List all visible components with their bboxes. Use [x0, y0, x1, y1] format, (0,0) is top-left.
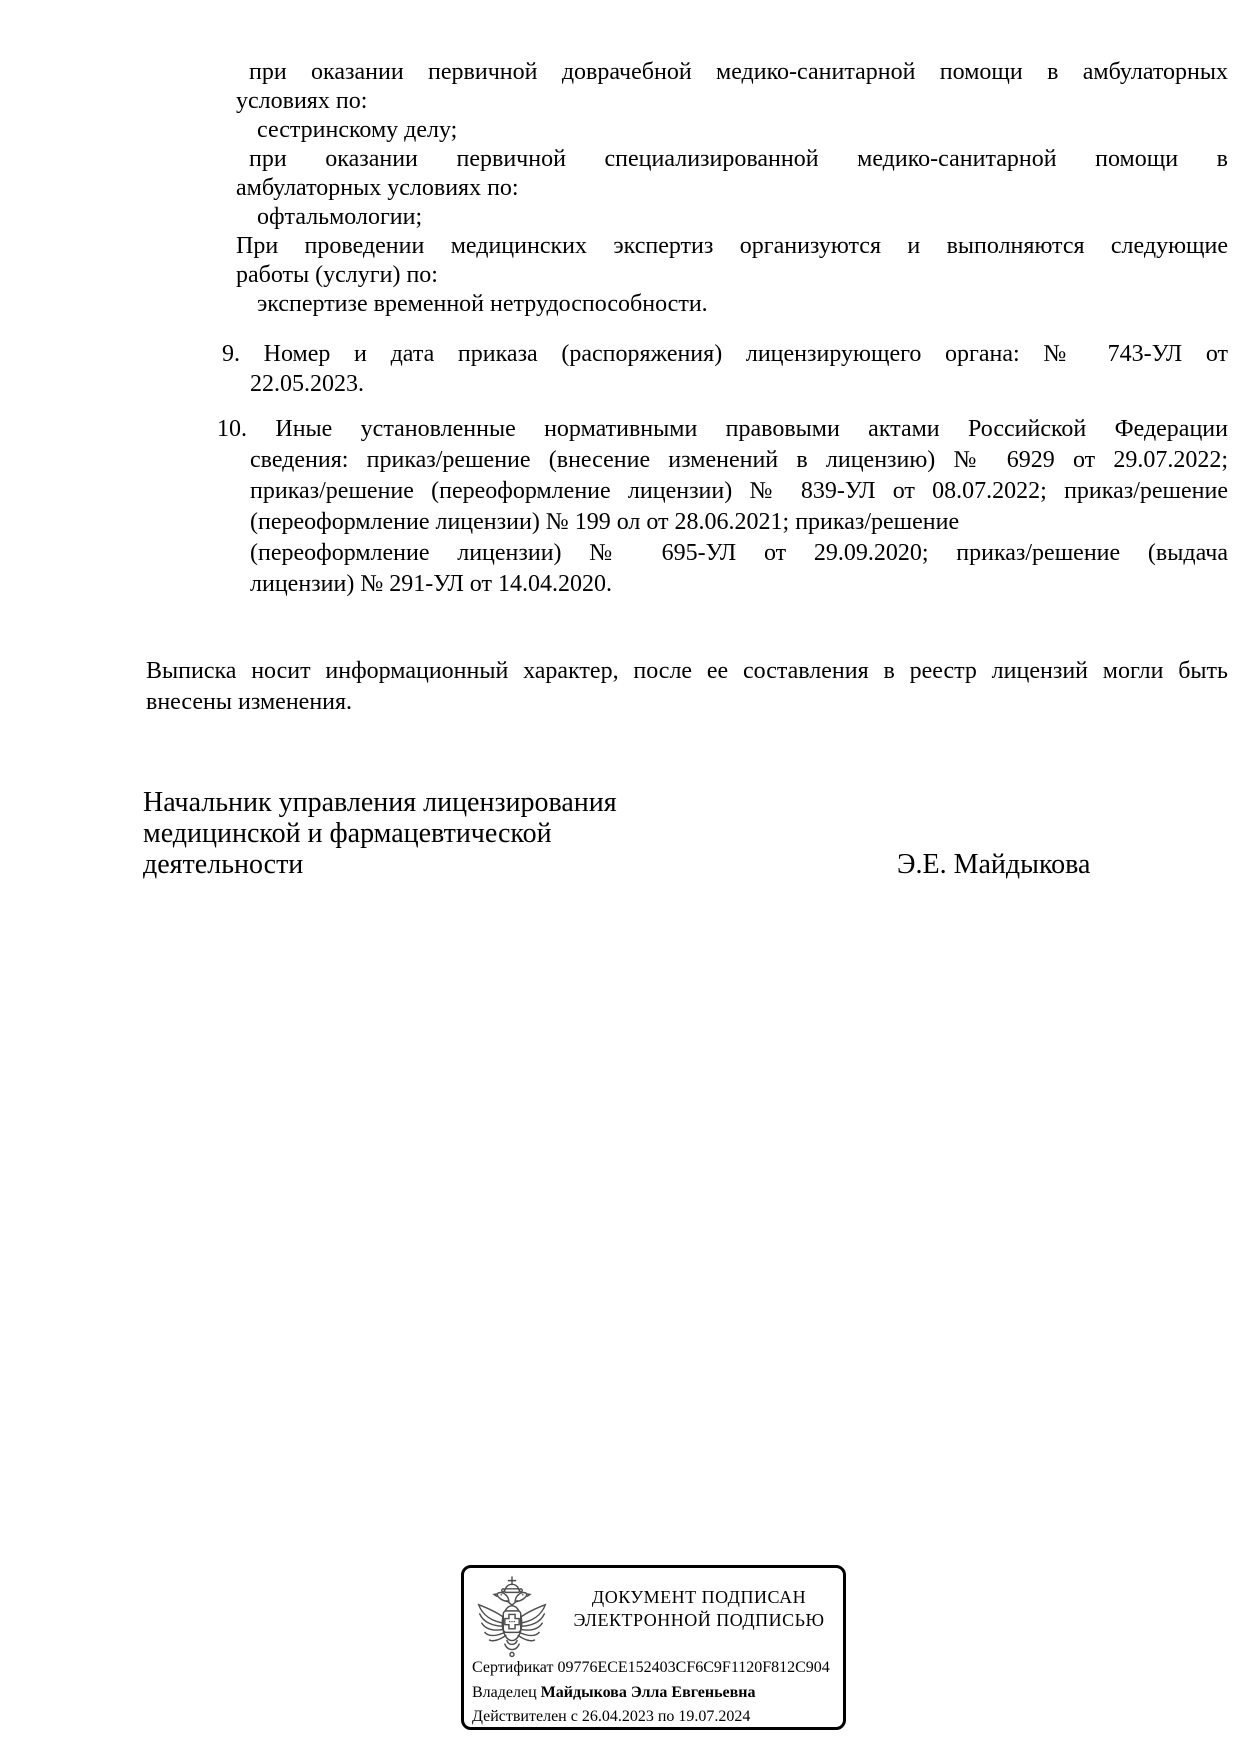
stamp-title-line-1: ДОКУМЕНТ ПОДПИСАН [591, 1587, 807, 1607]
stamp-title-line-2: ЭЛЕКТРОННОЙ ПОДПИСЬЮ [573, 1610, 825, 1630]
item-9-order-number-paragraph [222, 339, 1228, 399]
text-line: 9. Номер и дата приказа (распоряжения) лицензирующего органа: № 743-УЛ от [222, 341, 1228, 367]
owner-label: Владелец [472, 1683, 537, 1701]
text-line: внесены изменения. [146, 689, 353, 715]
stamp-certificate-info [472, 1656, 842, 1730]
text-line: Выписка носит информационный характер, после ее составления в реестр лицензий могли быть [146, 658, 1228, 684]
text-line: экспертизе временной нетрудоспособности. [257, 291, 708, 317]
owner-line [472, 1681, 842, 1706]
signatory-position-line: деятельности [143, 849, 304, 880]
stamp-title [564, 1586, 834, 1632]
signatory-position-line: медицинской и фармацевтической [143, 818, 552, 849]
certificate-label: Сертификат [472, 1659, 554, 1676]
text-line: работы (услуги) по: [236, 262, 438, 288]
licensed-services-paragraph [236, 58, 1228, 319]
text-line: приказ/решение (переоформление лицензии) № 839-УЛ от 08.07.2022; приказ/решение [250, 478, 1228, 504]
text-line: амбулаторных условиях по: [236, 175, 519, 201]
text-line: При проведении медицинских экспертиз организуются и выполняются следующие [236, 233, 1228, 259]
text-line: офтальмологии; [257, 204, 423, 230]
text-line: 10. Иные установленные нормативными правовыми актами Российской Федерации [217, 416, 1228, 442]
certificate-line [472, 1656, 842, 1681]
text-line: сведения: приказ/решение (внесение изменений в лицензию) № 6929 от 29.07.2022; [250, 447, 1228, 473]
signatory-position-line: Начальник управления лицензирования [143, 787, 617, 818]
owner-value: Майдыкова Элла Евгеньевна [540, 1683, 756, 1701]
roszdravnadzor-eagle-emblem-icon [474, 1576, 550, 1658]
electronic-signature-stamp [461, 1565, 846, 1730]
validity-line: Действителен с 26.04.2023 по 19.07.2024 [472, 1708, 751, 1725]
text-line: сестринскому делу; [257, 117, 458, 143]
text-line: (переоформление лицензии) № 695-УЛ от 29.09.2020; приказ/решение (выдача [250, 540, 1228, 566]
text-line: лицензии) № 291-УЛ от 14.04.2020. [250, 571, 612, 597]
text-line: (переоформление лицензии) № 199 ол от 28.06.2021; приказ/решение [250, 509, 960, 535]
text-line: условиях по: [236, 88, 368, 114]
signatory-position [143, 787, 843, 880]
text-line: 22.05.2023. [250, 371, 364, 397]
text-line: при оказании первичной специализированной медико-санитарной помощи в [249, 146, 1228, 172]
certificate-value: 09776ECE152403CF6C9F1120F812C904 [557, 1659, 830, 1676]
informational-note-paragraph [146, 656, 1228, 718]
text-line: при оказании первичной доврачебной медико-санитарной помощи в амбулаторных [249, 59, 1228, 85]
item-10-other-information-paragraph [217, 414, 1228, 600]
signatory-name: Э.Е. Майдыкова [897, 849, 1091, 880]
